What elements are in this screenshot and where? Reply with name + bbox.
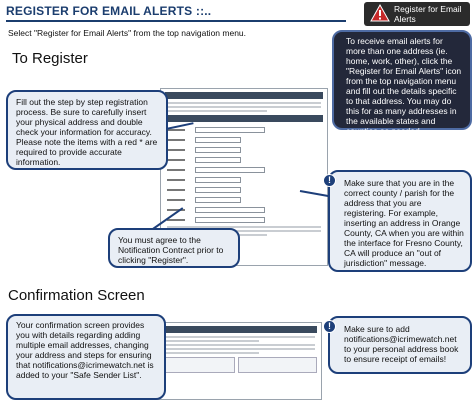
form-row	[167, 125, 321, 134]
confirmation-panel	[238, 357, 318, 373]
callout-correct-county	[328, 170, 472, 272]
confirmation-text-line	[157, 344, 315, 346]
form-field[interactable]	[195, 137, 241, 143]
form-text-line	[167, 106, 321, 108]
form-text-line	[167, 102, 321, 104]
form-row	[167, 205, 321, 214]
form-text-line	[167, 110, 267, 112]
confirmation-screenshot	[150, 322, 322, 400]
callout-add-sender-text: Make sure to add notifications@icrimewatch.net to your personal address book to ensure receipt of emails!	[344, 324, 459, 364]
form-field[interactable]	[195, 127, 265, 133]
callout-fill-out-text: Fill out the step by step registration process. Be sure to carefully insert your physical address and double check your information for accuracy. Please note the items with a red * are required to provide accurate information.	[16, 97, 158, 167]
register-for-email-alerts-button[interactable]	[364, 2, 470, 26]
confirmation-panels	[155, 357, 317, 373]
callout-agree-contract	[108, 228, 240, 268]
callout-add-sender	[328, 316, 472, 374]
confirmation-panel	[155, 357, 235, 373]
form-row	[167, 155, 321, 164]
form-row	[167, 145, 321, 154]
info-icon: !	[323, 174, 336, 187]
callout-multiple-addresses	[332, 30, 472, 136]
callout-confirmation-text: Your confirmation screen provides you with details regarding adding multiple email addresses, changing your address and steps for ensuring that notifications@icrimewatch.net is added to your "Safe Sender List".	[16, 320, 154, 380]
callout-fill-out	[6, 90, 168, 170]
confirmation-text-line	[157, 340, 259, 342]
confirmation-text-line	[157, 348, 315, 350]
confirmation-header-bar	[155, 326, 317, 333]
page-title: REGISTER FOR EMAIL ALERTS ::..	[6, 4, 212, 18]
confirmation-text-line	[157, 336, 315, 338]
form-row	[167, 195, 321, 204]
form-row	[167, 135, 321, 144]
callout-multiple-addresses-text: To receive email alerts for more than one address (ie. home, work, other), click the "Register for Email Alerts" icon from the top navigation menu and fill out the details specific to that address. You may do this for as many addresses in the available states and counties as needed.	[346, 36, 462, 136]
form-field[interactable]	[195, 207, 265, 213]
form-row	[167, 175, 321, 184]
section-heading-register: To Register	[12, 50, 88, 67]
callout-confirmation	[6, 314, 166, 400]
info-icon: !	[323, 320, 336, 333]
callout-correct-county-text: Make sure that you are in the correct county / parish for the address that you are registering. For example, inserting an address in Orange County, CA when you are within the interface for Fresno County, CA will produce an "out of jurisdiction" message.	[344, 178, 464, 268]
register-button-label: Register for Email Alerts	[394, 4, 462, 24]
warning-icon	[370, 4, 390, 22]
instructions-subtitle: Select "Register for Email Alerts" from the top navigation menu.	[8, 28, 247, 38]
form-row	[167, 215, 321, 224]
callout-agree-contract-text: You must agree to the Notification Contract prior to clicking "Register".	[118, 235, 224, 265]
title-underline	[6, 20, 346, 22]
form-row	[167, 185, 321, 194]
form-field[interactable]	[195, 187, 241, 193]
form-row	[167, 165, 321, 174]
section-heading-confirmation: Confirmation Screen	[8, 287, 145, 304]
form-section-bar	[165, 115, 323, 122]
confirmation-text-line	[157, 352, 259, 354]
form-field[interactable]	[195, 197, 241, 203]
form-field[interactable]	[195, 147, 241, 153]
form-field[interactable]	[195, 167, 265, 173]
form-header-bar	[165, 92, 323, 99]
form-field[interactable]	[195, 177, 241, 183]
form-field[interactable]	[195, 217, 265, 223]
form-field[interactable]	[195, 157, 241, 163]
